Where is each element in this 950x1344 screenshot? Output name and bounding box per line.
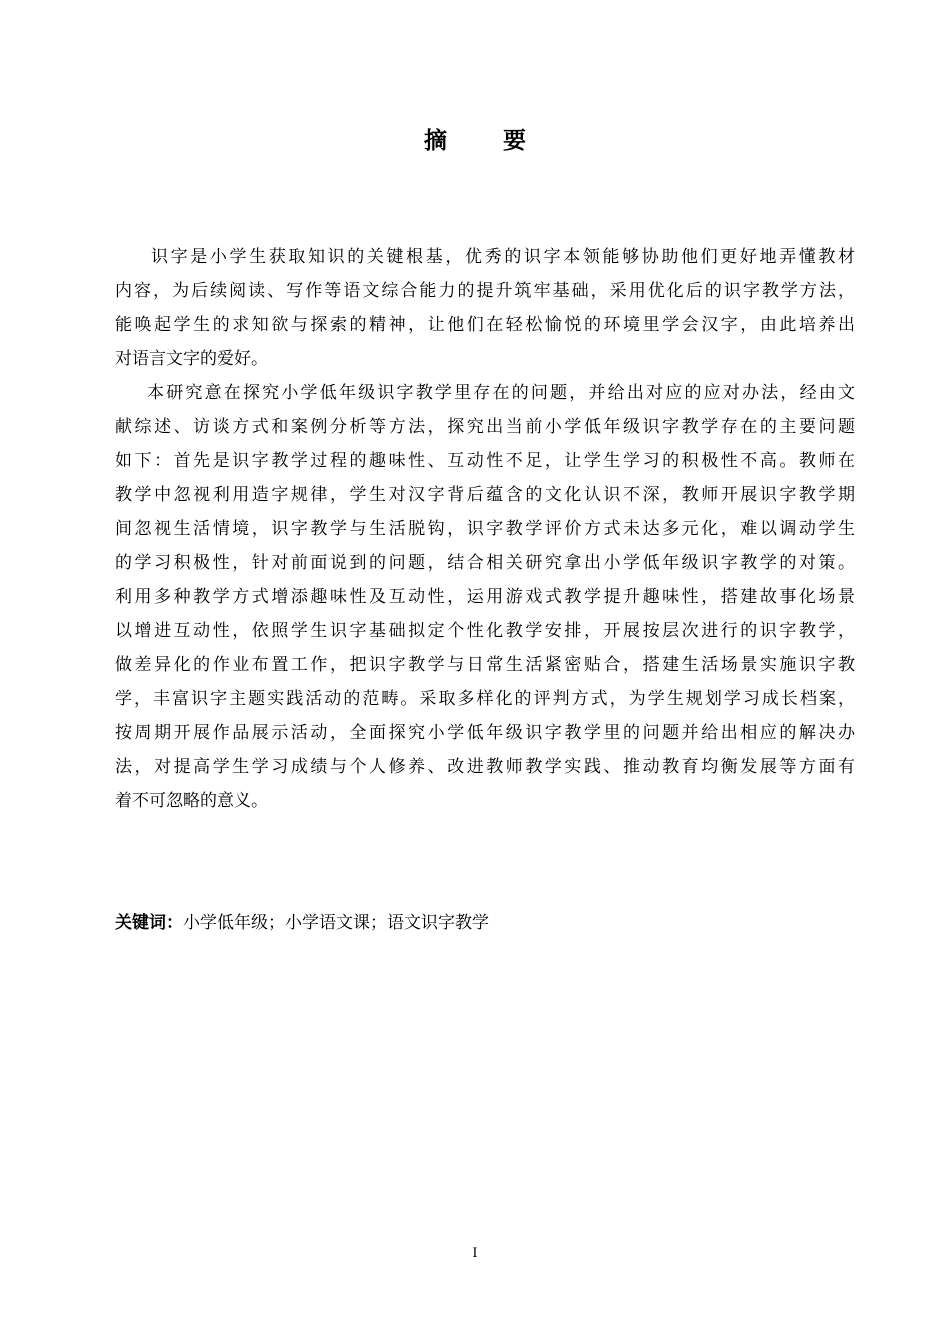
text-line: 识字是小学生获取知识的关键根基，优秀的识字本领能够协助他们更好地弄懂教材 — [151, 247, 855, 267]
text-line: 学，丰富识字主题实践活动的范畴。采取多样化的评判方式，为学生规划学习成长档案， — [115, 689, 855, 709]
keywords — [115, 908, 489, 938]
text-line: 教学中忽视利用造字规律，学生对汉字背后蕴含的文化认识不深，教师开展识字教学期 — [115, 485, 855, 505]
text-line: 如下：首先是识字教学过程的趣味性、互动性不足，让学生学习的积极性不高。教师在 — [115, 451, 855, 471]
text-line: 间忽视生活情境，识字教学与生活脱钩，识字教学评价方式未达多元化，难以调动学生 — [115, 519, 855, 539]
paragraph-2 — [115, 376, 855, 818]
text-line: 对语言文字的爱好。 — [115, 349, 268, 369]
text-line: 以增进互动性，依照学生识字基础拟定个性化教学安排，开展按层次进行的识字教学， — [115, 621, 855, 641]
text-line: 做差异化的作业布置工作，把识字教学与日常生活紧密贴合，搭建生活场景实施识字教 — [115, 655, 855, 675]
text-line: 的学习积极性，针对前面说到的问题，结合相关研究拿出小学低年级识字教学的对策。 — [115, 553, 855, 573]
text-line: 按周期开展作品展示活动，全面探究小学低年级识字教学里的问题并给出相应的解决办 — [115, 723, 855, 743]
text-line: 利用多种教学方式增添趣味性及互动性，运用游戏式教学提升趣味性，搭建故事化场景 — [115, 587, 855, 607]
abstract-body — [115, 240, 855, 818]
text-line: 献综述、访谈方式和案例分析等方法，探究出当前小学低年级识字教学存在的主要问题 — [115, 417, 855, 437]
text-line: 法，对提高学生学习成绩与个人修养、改进教师教学实践、推动教育均衡发展等方面有 — [115, 757, 855, 777]
keywords-label: 关键词： — [115, 913, 183, 933]
paragraph-1 — [115, 240, 855, 376]
text-line: 着不可忽略的意义。 — [115, 791, 268, 811]
text-line: 能唤起学生的求知欲与探索的精神，让他们在轻松愉悦的环境里学会汉字，由此培养出 — [115, 315, 855, 335]
keywords-value: 小学低年级；小学语文课；语文识字教学 — [183, 913, 489, 933]
text-line: 内容，为后续阅读、写作等语文综合能力的提升筑牢基础，采用优化后的识字教学方法， — [115, 281, 855, 301]
page-number: I — [472, 1246, 478, 1261]
page-title: 摘 要 — [423, 128, 550, 154]
text-line: 本研究意在探究小学低年级识字教学里存在的问题，并给出对应的应对办法，经由文 — [147, 383, 855, 403]
